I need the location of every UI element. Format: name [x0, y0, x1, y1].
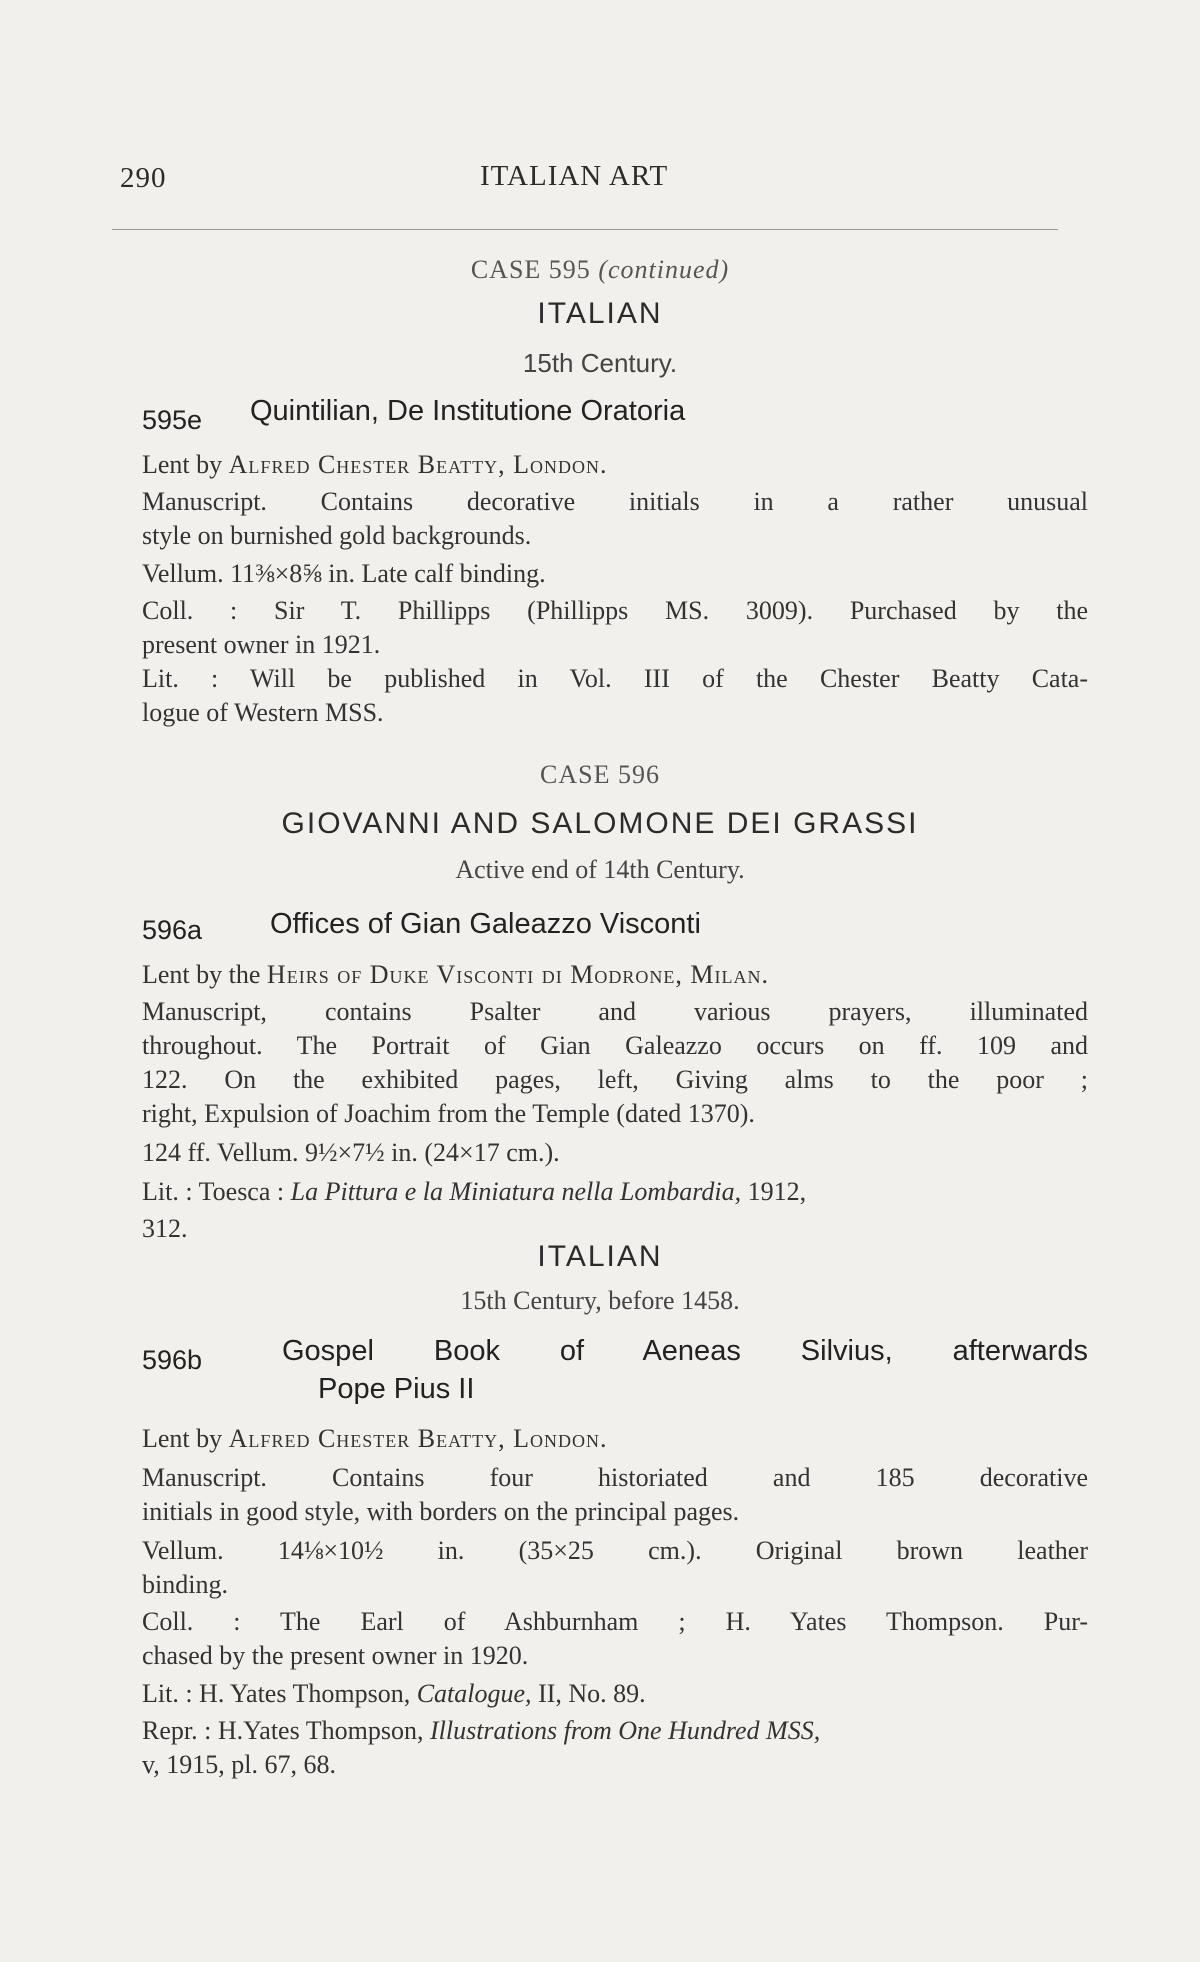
- item-595e-line-1: Manuscript. Contains decorative initials in a rather unusual: [142, 487, 1088, 516]
- item-596b-title-line-2: Pope Pius II: [318, 1373, 475, 1405]
- item-596b-literature: [142, 1679, 646, 1709]
- case-595-heading: [110, 255, 1090, 285]
- item-596b-reproduction: [142, 1716, 820, 1746]
- lit-rest: II, No. 89.: [538, 1679, 646, 1708]
- item-596b-line-4: binding.: [142, 1570, 228, 1599]
- item-596a-line-3: 122. On the exhibited pages, left, Giving alms to the poor ;: [142, 1065, 1088, 1094]
- case-595-note: (continued): [598, 255, 730, 284]
- item-596a-lender: [142, 960, 769, 990]
- repr-prefix: Repr. : H.Yates Thompson,: [142, 1716, 424, 1745]
- item-595e-line-7: logue of Western MSS.: [142, 698, 384, 727]
- lender-name: Heirs of Duke Visconti di Modrone, Milan.: [266, 960, 770, 989]
- item-596b-title-line-1: Gospel Book of Aeneas Silvius, afterwards: [282, 1335, 1088, 1367]
- item-596b-lender: [142, 1424, 608, 1454]
- item-596a-lit-page: 312.: [142, 1214, 188, 1243]
- lender-name: Alfred Chester Beatty, London.: [228, 450, 608, 479]
- item-596a-line-5: 124 ff. Vellum. 9½×7½ in. (24×17 cm.).: [142, 1138, 560, 1167]
- item-596b-repr-details: v, 1915, pl. 67, 68.: [142, 1750, 337, 1779]
- lit-prefix: Lit. : H. Yates Thompson,: [142, 1679, 411, 1708]
- lit-title: La Pittura e la Miniatura nella Lombardia,: [290, 1177, 742, 1206]
- lit-prefix: Lit. : Toesca :: [142, 1177, 285, 1206]
- item-595e-line-3: Vellum. 11⅜×8⅝ in. Late calf binding.: [142, 559, 546, 588]
- item-595e-line-4: Coll. : Sir T. Phillipps (Phillipps MS. 3009). Purchased by the: [142, 596, 1088, 625]
- item-595e-line-5: present owner in 1921.: [142, 630, 381, 659]
- case-596-heading: CASE 596: [540, 760, 660, 789]
- item-595e-lender: [142, 450, 608, 480]
- lent-by-label: Lent by: [142, 1424, 223, 1453]
- item-596b-line-3: Vellum. 14⅛×10½ in. (35×25 cm.). Original brown leather: [142, 1536, 1088, 1565]
- century-15th-2: 15th Century, before 1458.: [460, 1286, 740, 1315]
- repr-title: Illustrations from One Hundred MSS,: [429, 1716, 821, 1745]
- section-italian-2: ITALIAN: [537, 1240, 663, 1273]
- item-596a-number: 596a: [142, 915, 203, 945]
- page-number: 290: [120, 162, 167, 194]
- item-596b-line-6: chased by the present owner in 1920.: [142, 1641, 529, 1670]
- section-italian-1: ITALIAN: [537, 297, 663, 330]
- item-596b-line-5: Coll. : The Earl of Ashburnham ; H. Yates Thompson. Pur-: [142, 1607, 1088, 1636]
- item-596b-number: 596b: [142, 1345, 203, 1375]
- item-596a-line-1: Manuscript, contains Psalter and various prayers, illuminated: [142, 997, 1088, 1026]
- running-title: ITALIAN ART: [480, 160, 669, 192]
- item-596a-line-2: throughout. The Portrait of Gian Galeazzo occurs on ff. 109 and: [142, 1031, 1088, 1060]
- active-dates: Active end of 14th Century.: [455, 855, 745, 884]
- century-15th-1: 15th Century.: [522, 348, 678, 378]
- artist-heading: GIOVANNI AND SALOMONE DEI GRASSI: [281, 807, 919, 840]
- lender-name: Alfred Chester Beatty, London.: [228, 1424, 608, 1453]
- item-595e-number: 595e: [142, 405, 203, 435]
- lent-by-label: Lent by the: [142, 960, 261, 989]
- lit-year: 1912,: [747, 1177, 807, 1206]
- item-596a-title: Offices of Gian Galeazzo Visconti: [270, 908, 701, 940]
- item-595e-title: Quintilian, De Institutione Oratoria: [250, 395, 686, 427]
- item-595e-line-6: Lit. : Will be published in Vol. III of the Chester Beatty Cata-: [142, 664, 1088, 693]
- item-596b-line-1: Manuscript. Contains four historiated and 185 decorative: [142, 1463, 1088, 1492]
- item-596a-line-4: right, Expulsion of Joachim from the Temple (dated 1370).: [142, 1099, 755, 1128]
- lent-by-label: Lent by: [142, 450, 223, 479]
- item-596a-literature: [142, 1177, 806, 1207]
- item-595e-line-2: style on burnished gold backgrounds.: [142, 521, 532, 550]
- header-rule: [112, 229, 1058, 230]
- item-596b-line-2: initials in good style, with borders on the principal pages.: [142, 1497, 740, 1526]
- lit-title: Catalogue,: [416, 1679, 532, 1708]
- case-595-label: CASE 595: [470, 255, 591, 284]
